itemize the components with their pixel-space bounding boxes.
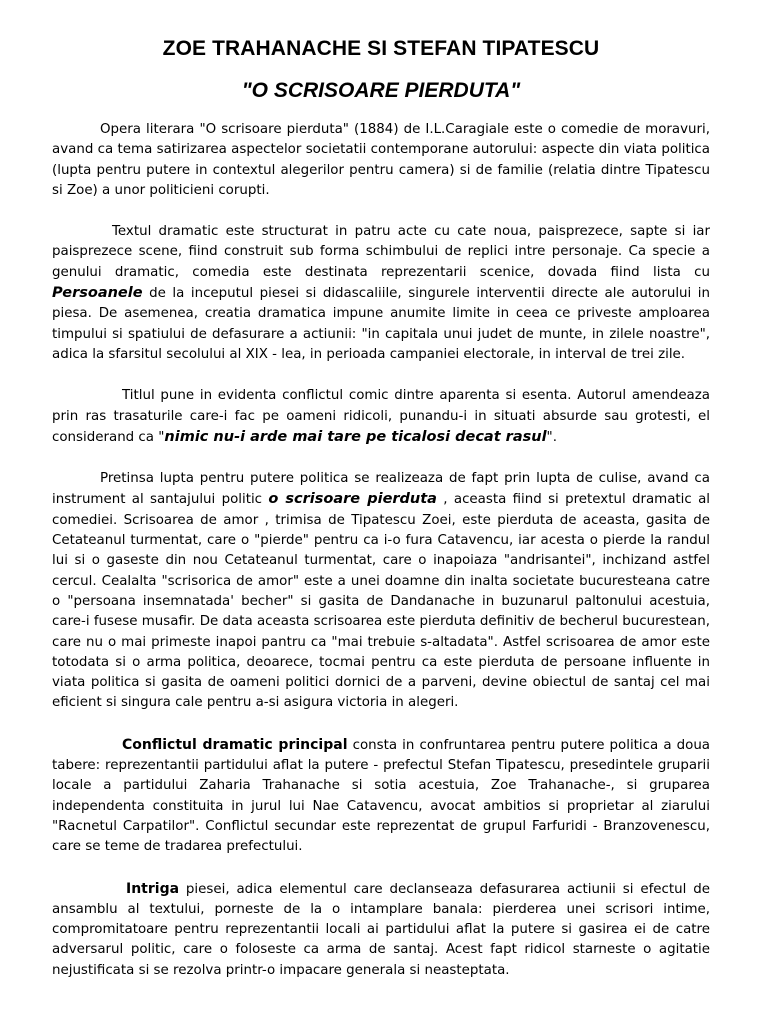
bold-term: Conflictul dramatic principal: [122, 736, 348, 753]
paragraph-intrigue: [52, 879, 710, 981]
paragraph-text: ".: [546, 429, 557, 445]
emphasized-quote: nimic nu-i arde mai tare pe ticalosi decat rasul: [164, 428, 547, 445]
emphasized-term: Persoanele: [52, 285, 143, 302]
document-title: ZOE TRAHANACHE SI STEFAN TIPATESCU: [162, 37, 600, 60]
bold-term: Intriga: [126, 880, 180, 897]
paragraph-text: Textul dramatic este structurat in patru acte cu cate noua, paisprezece, sapte si iar paisprezece scene, fiind construit sub forma schimbului de replici intre personaje. Ca specie a genului dramatic, comedia este destinata reprezentarii scenice, dovada fiind lista cu: [52, 224, 710, 280]
paragraph-text: de la inceputul piesei si didascaliile, singurele interventii directe ale autorului in piesa. De asemenea, creatia dramatica impune anumite limite in ceea ce priveste amploarea timpului si spatiului de defasurare a actiunii: "in capitala unui judet de munte, in zilele noastre", adica la sfarsitul secolului al XIX - lea, in perioada campaniei electorale, in interval de trei zile.: [52, 286, 710, 362]
paragraph-text: consta in confruntarea pentru putere politica a doua tabere: reprezentantii partidului aflat la putere - prefectul Stefan Tipatescu, presedintele gruparii locale a partidului Zaharia Trahanache si sotia acestuia, Zoe Trahanache-, si gruparea independenta constituita in jurul lui Nae Catavencu, avocat ambitios si proprietar al ziarului "Racnetul Carpatilor". Conflictul secundar este reprezentat de grupul Farfuridi - Branzovenescu, care se teme de tradarea prefectului.: [52, 737, 711, 855]
paragraph-conflict: [52, 735, 710, 858]
paragraph-introduction: [52, 120, 710, 201]
document-subtitle: "O SCRISOARE PIERDUTA": [241, 79, 521, 102]
paragraph-text: , aceasta fiind si pretextul dramatic al comediei. Scrisoarea de amor , trimisa de Tipatescu Zoei, este pierduta de aceasta, gasita de Cetateanul turmentat, care o "pierde" pentru ca i-o fura Catavencu, iar acesta o pierde la randul lui si o gaseste din nou Cetateanul turmentat, care o inapoiaza "andrisantei", inchizand astfel cercul. Cealalta "scrisorica de amor" este a unei doamne din inalta societate bucuresteana catre o "persoana insemnatada' becher" si gasita de Dandanache in buzunarul paltonului acestuia, care-i fusese musafir. De data aceasta scrisoarea este pierduta definitiv de becherul bucurestean, care nu o mai primeste inapoi pantru ca "mai trebuie s-altadata". Astfel scrisoarea de amor este totodata si o arma politica, deoarece, tocmai pentru ca este pierduta de persoane influente in viata politica si gasita de oameni politici dornici de a parveni, devine obiectul de santaj cel mai eficient si singura cale pentru a-si asigura victoria in alegeri.: [52, 492, 711, 711]
paragraph-letter-plot: [52, 469, 710, 714]
paragraph-text: Opera literara "O scrisoare pierduta" (1884) de I.L.Caragiale este o comedie de moravuri, avand ca tema satirizarea aspectelor societatii contemporane autorului: aspecte din viata politica (lupta pentru putere in contextul alegerilor pentru camera) si de familie (relatia dintre Tipatescu si Zoe) a unor politicieni corupti.: [52, 122, 710, 198]
paragraph-text: piesei, adica elementul care declanseaza defasurarea actiunii si efectul de ansamblu al textului, porneste de la o intamplare banala: pierderea unei scrisori intime, compromitatoare pentru reprezentantii locali ai partidului aflat la putere si gasirea ei de catre adversarul politic, care o foloseste ca arma de santaj. Acest fapt ridicol starneste o agitatie nejustificata si se rezolva printr-o impacare generala si neasteptata.: [52, 881, 710, 978]
paragraph-text: Pretinsa lupta pentru putere politica se realizeaza de fapt prin lupta de culise, avand ca instrument al santajului politic: [52, 471, 710, 508]
emphasized-term: o scrisoare pierduta: [268, 491, 437, 508]
paragraph-text: Titlul pune in evidenta conflictul comic dintre aparenta si esenta. Autorul amendeaza prin ras trasaturile care-i fac pe oameni ridicoli, punandu-i in situati absurde sau grotesti, el considerand ca ": [52, 388, 710, 445]
paragraph-title-meaning: [52, 386, 710, 448]
paragraph-structure: [52, 222, 710, 365]
